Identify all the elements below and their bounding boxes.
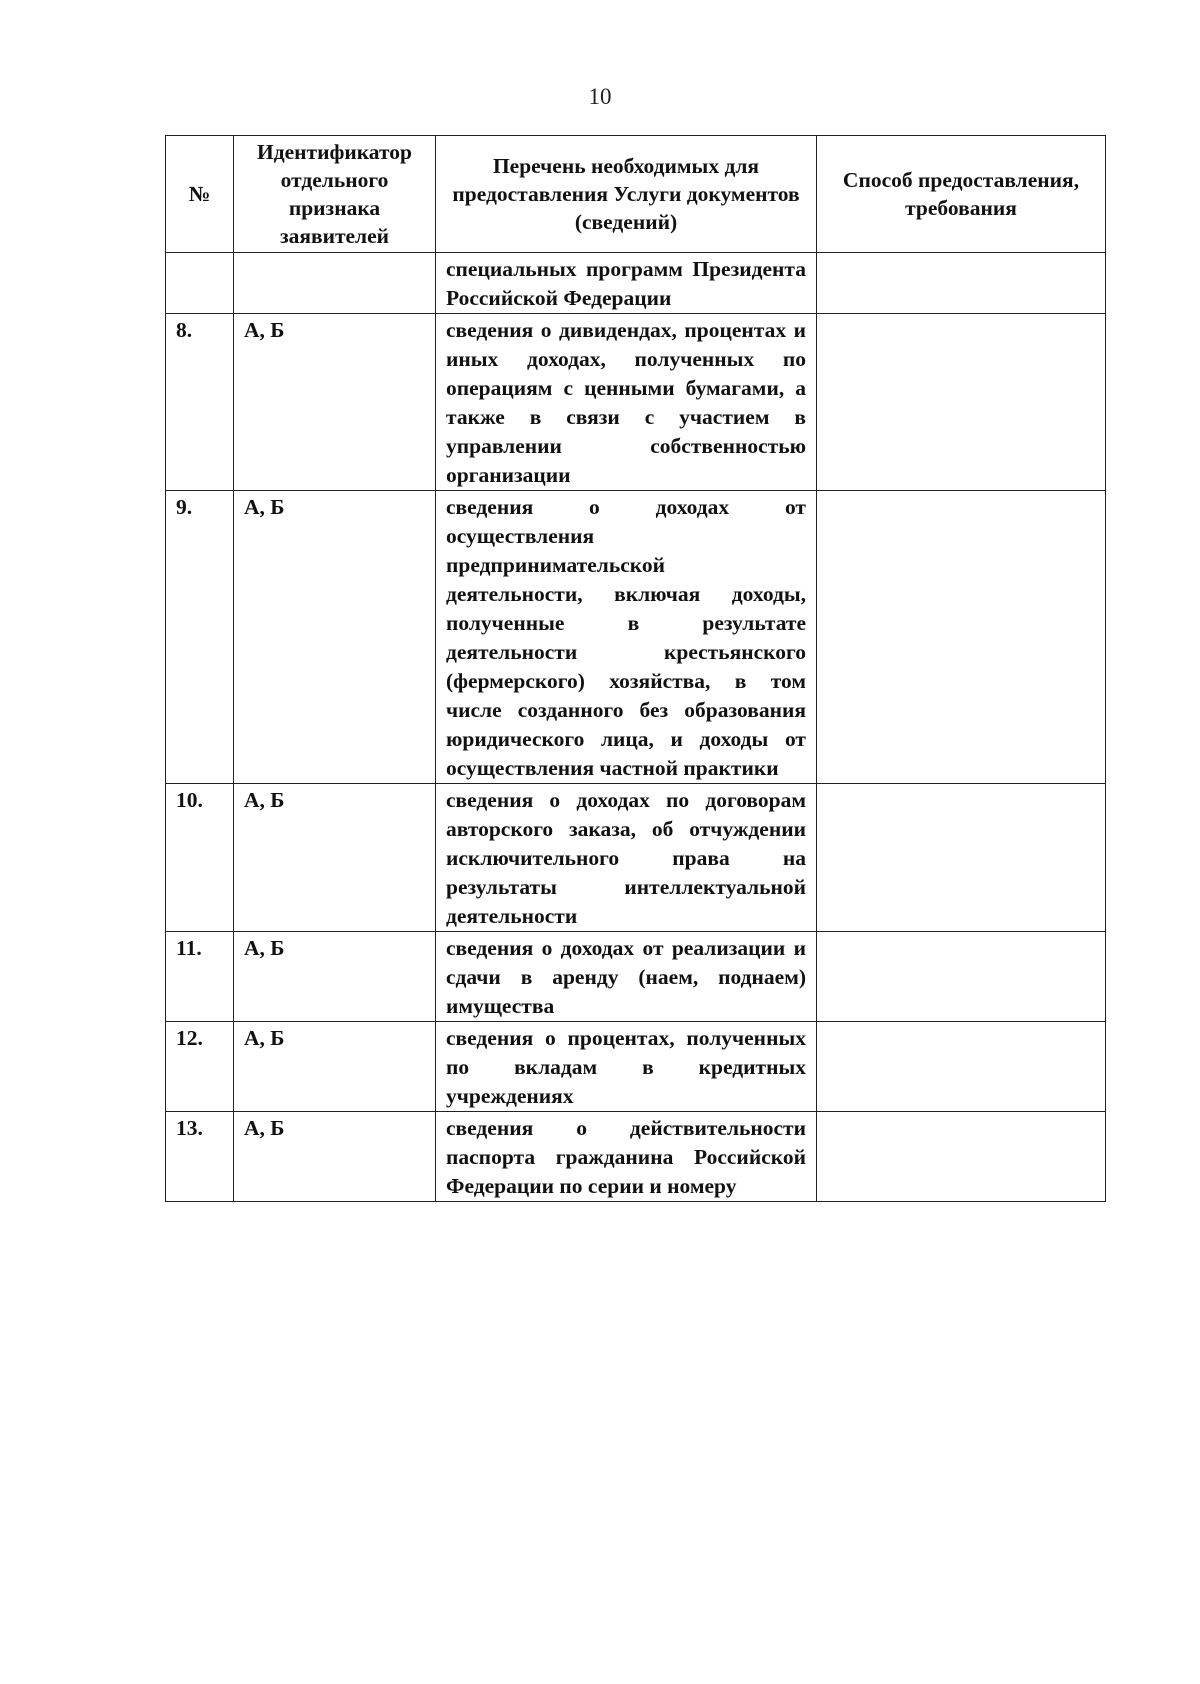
row-method	[817, 253, 1106, 314]
documents-table	[165, 135, 1106, 1202]
table-row	[166, 491, 1106, 784]
row-method	[817, 932, 1106, 1022]
row-identifier: А, Б	[234, 784, 436, 932]
table-row	[166, 253, 1106, 314]
row-identifier: А, Б	[234, 1022, 436, 1112]
row-num: 8.	[166, 314, 234, 491]
row-num: 12.	[166, 1022, 234, 1112]
row-num: 11.	[166, 932, 234, 1022]
table-row	[166, 932, 1106, 1022]
row-identifier: А, Б	[234, 932, 436, 1022]
row-num: 10.	[166, 784, 234, 932]
row-identifier: А, Б	[234, 1112, 436, 1202]
row-method	[817, 784, 1106, 932]
page-number: 10	[588, 84, 612, 109]
table-row	[166, 784, 1106, 932]
row-method	[817, 1112, 1106, 1202]
row-documents: специальных программ Президента Российской Федерации	[436, 253, 817, 314]
row-identifier: А, Б	[234, 314, 436, 491]
row-documents: сведения о доходах по договорам авторского заказа, об отчуждении исключительного права на результаты интеллектуальной деятельности	[436, 784, 817, 932]
table-row	[166, 1022, 1106, 1112]
row-documents: сведения о доходах от осуществления предпринимательской деятельности, включая доходы, полученные в результате деятельности крестьянского (фермерского) хозяйства, в том числе созданного без образования юридического лица, и доходы от осуществления частной практики	[436, 491, 817, 784]
row-identifier: А, Б	[234, 491, 436, 784]
row-num: 9.	[166, 491, 234, 784]
row-method	[817, 491, 1106, 784]
row-num	[166, 253, 234, 314]
table-row	[166, 314, 1106, 491]
header-num: №	[166, 136, 234, 253]
row-method	[817, 314, 1106, 491]
row-documents: сведения о действительности паспорта гражданина Российской Федерации по серии и номеру	[436, 1112, 817, 1202]
header-documents: Перечень необходимых для предоставления Услуги документов (сведений)	[436, 136, 817, 253]
row-num: 13.	[166, 1112, 234, 1202]
header-method: Способ предоставления, требования	[817, 136, 1106, 253]
row-method	[817, 1022, 1106, 1112]
row-documents: сведения о процентах, полученных по вкладам в кредитных учреждениях	[436, 1022, 817, 1112]
row-documents: сведения о дивидендах, процентах и иных доходах, полученных по операциям с ценными бумагами, а также в связи с участием в управлении собственностью организации	[436, 314, 817, 491]
row-identifier	[234, 253, 436, 314]
table-row	[166, 1112, 1106, 1202]
header-identifier: Идентификатор отдельного признака заявителей	[234, 136, 436, 253]
table-header-row	[166, 136, 1106, 253]
row-documents: сведения о доходах от реализации и сдачи в аренду (наем, поднаем) имущества	[436, 932, 817, 1022]
